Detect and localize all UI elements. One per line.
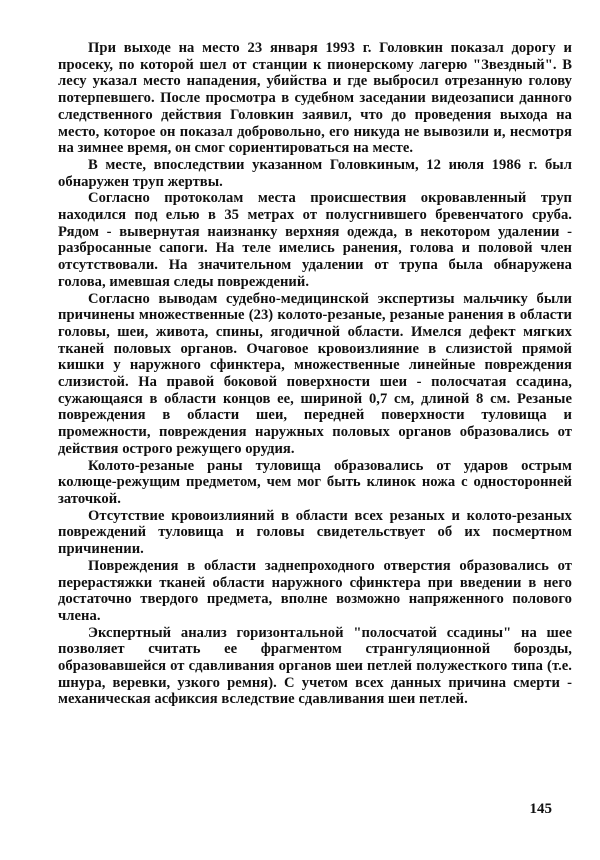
- page-number: 145: [529, 801, 552, 817]
- paragraph-6: Отсутствие кровоизлияний в области всех резаных и колото-резаных повреждений туловища и головы свидетельствует об их посмертном причинении.: [58, 507, 572, 558]
- paragraph-1: При выходе на место 23 января 1993 г. Головкин показал дорогу и просеку, по которой шел от станции к пионерскому лагерю "Звездный". В лесу указал место нападения, убийства и где выбросил отрезанную голову потерпевшего. После просмотра в судебном заседании видеозаписи данного следственного действия Головкин заявил, что до проведения выхода на место, которое он показал добровольно, его никуда не вывозили и, несмотря на зимнее время, он смог сориентироваться на месте.: [58, 40, 572, 157]
- paragraph-4: Согласно выводам судебно-медицинской экспертизы мальчику были причинены множественные (23) колото-резаные, резаные ранения в области головы, шеи, живота, спины, ягодичной области. Имелся дефект мягких тканей половых органов. Очаговое кровоизлияние в слизистой прямой кишки у наружного сфинктера, множественные линейные повреждения слизистой. На правой боковой поверхности шеи - полосчатая ссадина, сужающаяся в области концов ее, шириной 0,7 см, длиной 8 см. Резаные повреждения в области шеи, передней поверхности туловища и промежности, повреждения наружных половых органов образовались от действия острого режущего орудия.: [58, 290, 572, 457]
- body-text: [58, 40, 572, 708]
- paragraph-7: Повреждения в области заднепроходного отверстия образовались от перерастяжки тканей области наружного сфинктера при введении в него достаточно твердого предмета, вполне возможно напряженного полового члена.: [58, 557, 572, 624]
- paragraph-3: Согласно протоколам места происшествия окровавленный труп находился под елью в 35 метрах от полусгнившего бревенчатого сруба. Рядом - вывернутая наизнанку верхняя одежда, в некотором удалении - разбросанные сапоги. На теле имелись ранения, голова и половой член отсутствовали. На значительном удалении от трупа была обнаружена голова, имевшая следы повреждений.: [58, 190, 572, 290]
- paragraph-5: Колото-резаные раны туловища образовались от ударов острым колюще-режущим предметом, чем мог быть клинок ножа с односторонней заточкой.: [58, 457, 572, 507]
- paragraph-8: Экспертный анализ горизонтальной "полосчатой ссадины" на шее позволяет считать ее фрагментом странгуляционной борозды, образовавшейся от сдавливания органов шеи петлей полужесткого типа (т.е. шнура, веревки, узкого ремня). С учетом всех данных причина смерти - механическая асфиксия вследствие сдавливания шеи петлей.: [58, 624, 572, 708]
- paragraph-2: В месте, впоследствии указанном Головкиным, 12 июля 1986 г. был обнаружен труп жертвы.: [58, 156, 572, 190]
